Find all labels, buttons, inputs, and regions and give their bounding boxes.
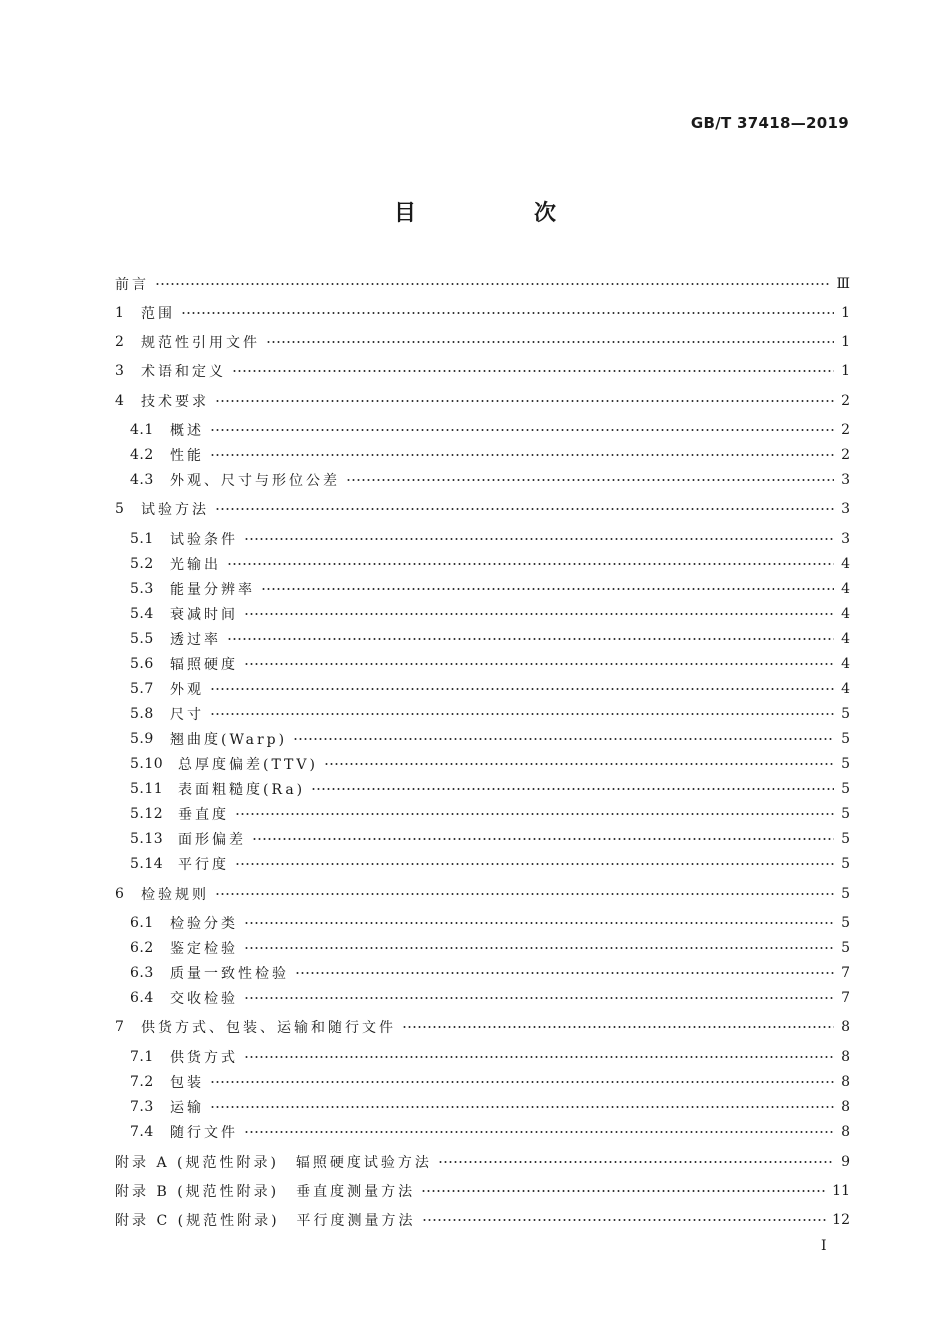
dot-leader — [244, 613, 834, 615]
toc-entry-number: 5.3 — [130, 581, 154, 597]
toc-entry-page: 8 — [841, 1099, 850, 1115]
toc-entry[interactable] — [115, 302, 850, 324]
toc-entry-number: 6.3 — [130, 965, 154, 981]
dot-leader — [252, 838, 834, 840]
toc-entry[interactable] — [130, 469, 850, 491]
toc-entry-title: 术语和定义 — [141, 364, 226, 380]
toc-entry[interactable] — [115, 1180, 850, 1202]
toc-entry[interactable] — [130, 1071, 850, 1093]
dot-leader — [232, 370, 834, 372]
toc-entry-number: 6.2 — [130, 940, 154, 956]
toc-entry-page: 2 — [841, 393, 850, 409]
toc-entry-page: 1 — [841, 334, 850, 350]
toc-entry[interactable] — [130, 1121, 850, 1143]
dot-leader — [244, 1131, 834, 1133]
toc-entry[interactable] — [130, 912, 850, 934]
toc-entry[interactable] — [130, 678, 850, 700]
toc-entry-title: 检验规则 — [141, 887, 209, 903]
dot-leader — [295, 972, 834, 974]
toc-entry-title: 技术要求 — [141, 394, 209, 410]
toc-entry-number: 6.4 — [130, 990, 154, 1006]
toc-entry-page: 3 — [841, 472, 850, 488]
toc-entry[interactable] — [115, 1209, 850, 1231]
toc-entry[interactable] — [115, 498, 850, 520]
toc-entry[interactable] — [130, 828, 850, 850]
toc-entry-page: 1 — [841, 305, 850, 321]
toc-entry-title: 翘曲度(Warp) — [170, 732, 288, 748]
toc-entry-title: 附录 C (规范性附录) 平行度测量方法 — [115, 1213, 416, 1229]
toc-entry-page: 5 — [841, 831, 850, 847]
toc-entry-page: 5 — [841, 856, 850, 872]
toc-entry-number: 2 — [115, 334, 125, 350]
toc-entry[interactable] — [130, 803, 850, 825]
toc-entry[interactable] — [115, 273, 850, 295]
toc-entry-title: 辐照硬度 — [170, 657, 238, 673]
toc-entry[interactable] — [130, 987, 850, 1009]
toc-entry-title: 随行文件 — [170, 1125, 238, 1141]
toc-entry[interactable] — [130, 628, 850, 650]
dot-leader — [261, 588, 834, 590]
toc-entry-number: 6.1 — [130, 915, 154, 931]
toc-entry-number: 7.3 — [130, 1099, 154, 1115]
dot-leader — [244, 663, 834, 665]
toc-entry-number: 4.1 — [130, 422, 154, 438]
toc-entry-title: 面形偏差 — [178, 832, 246, 848]
toc-entry[interactable] — [130, 653, 850, 675]
dot-leader — [210, 429, 834, 431]
toc-entry-page: 9 — [841, 1154, 850, 1170]
toc-entry-title: 试验条件 — [170, 532, 238, 548]
toc-entry-number: 5.10 — [130, 756, 164, 772]
toc-entry-number: 5.1 — [130, 531, 154, 547]
toc-entry-number: 5.2 — [130, 556, 154, 572]
toc-entry-number: 5.11 — [130, 781, 164, 797]
toc-entry[interactable] — [130, 753, 850, 775]
toc-entry[interactable] — [130, 528, 850, 550]
toc-entry-title: 交收检验 — [170, 991, 238, 1007]
dot-leader — [210, 688, 834, 690]
toc-entry-number: 7 — [115, 1019, 125, 1035]
toc-entry-number: 1 — [115, 305, 125, 321]
toc-entry-title: 外观 — [170, 682, 204, 698]
toc-entry-page: 5 — [841, 886, 850, 902]
toc-entry-page: 5 — [841, 706, 850, 722]
toc-entry-title: 透过率 — [170, 632, 221, 648]
toc-entry-title: 运输 — [170, 1100, 204, 1116]
toc-entry-title: 尺寸 — [170, 707, 204, 723]
dot-leader — [293, 738, 834, 740]
toc-entry-number: 5.5 — [130, 631, 154, 647]
toc-entry[interactable] — [130, 853, 850, 875]
toc-entry-page: 5 — [841, 731, 850, 747]
toc-entry[interactable] — [130, 703, 850, 725]
toc-entry-number: 7.2 — [130, 1074, 154, 1090]
dot-leader — [266, 341, 834, 343]
toc-entry-page: 5 — [841, 756, 850, 772]
toc-entry-page: 2 — [841, 447, 850, 463]
toc-entry-page: 5 — [841, 806, 850, 822]
toc-entry-title: 光输出 — [170, 557, 221, 573]
dot-leader — [311, 788, 834, 790]
dot-leader — [235, 863, 834, 865]
toc-entry[interactable] — [130, 444, 850, 466]
toc-entry-page: 4 — [841, 681, 850, 697]
dot-leader — [210, 1081, 834, 1083]
toc-entry[interactable] — [115, 390, 850, 412]
toc-entry[interactable] — [115, 331, 850, 353]
toc-entry-title: 总厚度偏差(TTV) — [178, 757, 318, 773]
toc-entry-title: 范围 — [141, 306, 175, 322]
toc-entry-number: 5.6 — [130, 656, 154, 672]
toc-entry-page: 4 — [841, 631, 850, 647]
dot-leader — [235, 813, 834, 815]
toc-entry-page: 8 — [841, 1049, 850, 1065]
toc-entry-number: 5 — [115, 501, 125, 517]
dot-leader — [244, 947, 834, 949]
toc-entry-page: 5 — [841, 781, 850, 797]
toc-entry[interactable] — [115, 883, 850, 905]
toc-entry[interactable] — [115, 1016, 850, 1038]
toc-entry-page: 8 — [841, 1074, 850, 1090]
toc-entry-page: 11 — [832, 1183, 850, 1199]
toc-entry-title: 外观、尺寸与形位公差 — [170, 473, 340, 489]
dot-leader — [181, 312, 834, 314]
dot-leader — [438, 1161, 834, 1163]
toc-entry-page: 7 — [841, 990, 850, 1006]
toc-entry-title: 试验方法 — [141, 502, 209, 518]
toc-entry-page: 4 — [841, 656, 850, 672]
toc-entry-title: 供货方式 — [170, 1050, 238, 1066]
toc-entry[interactable] — [130, 419, 850, 441]
toc-entry-number: 4.3 — [130, 472, 154, 488]
standard-code: GB/T 37418—2019 — [690, 114, 849, 132]
toc-entry-page: 5 — [841, 940, 850, 956]
toc-entry-title: 检验分类 — [170, 916, 238, 932]
toc-entry[interactable] — [130, 603, 850, 625]
toc-entry-page: 4 — [841, 581, 850, 597]
dot-leader — [346, 479, 834, 481]
dot-leader — [324, 763, 834, 765]
toc-entry[interactable] — [130, 778, 850, 800]
toc-entry[interactable] — [130, 962, 850, 984]
toc-entry-page: 5 — [841, 915, 850, 931]
toc-entry-title: 表面粗糙度(Ra) — [178, 782, 306, 798]
toc-entry-title: 垂直度 — [178, 807, 229, 823]
toc-entry-page: 4 — [841, 556, 850, 572]
toc-entry[interactable] — [130, 728, 850, 750]
toc-entry-title: 平行度 — [178, 857, 229, 873]
toc-entry-number: 5.7 — [130, 681, 154, 697]
dot-leader — [227, 563, 834, 565]
toc-entry-number: 5.9 — [130, 731, 154, 747]
dot-leader — [244, 997, 834, 999]
toc-entry-title: 供货方式、包装、运输和随行文件 — [141, 1020, 396, 1036]
dot-leader — [402, 1026, 834, 1028]
toc-entry-number: 4.2 — [130, 447, 154, 463]
page-title: 目 次 — [393, 201, 604, 226]
toc-entry[interactable] — [115, 360, 850, 382]
dot-leader — [244, 538, 834, 540]
dot-leader — [155, 283, 830, 285]
toc-entry-page: 12 — [832, 1212, 850, 1228]
toc-entry-title: 性能 — [170, 448, 204, 464]
toc-entry-page: 7 — [841, 965, 850, 981]
toc-entry-page: 1 — [841, 363, 850, 379]
toc-entry-number: 5.13 — [130, 831, 164, 847]
dot-leader — [227, 638, 834, 640]
toc-entry[interactable] — [130, 578, 850, 600]
dot-leader — [215, 893, 834, 895]
toc-entry-number: 3 — [115, 363, 125, 379]
toc-entry-title: 质量一致性检验 — [170, 966, 289, 982]
toc-entry-number: 6 — [115, 886, 125, 902]
toc-entry[interactable] — [130, 1046, 850, 1068]
toc-entry-number: 5.12 — [130, 806, 164, 822]
dot-leader — [210, 1106, 834, 1108]
page-number: I — [821, 1238, 827, 1254]
toc-entry-title: 能量分辨率 — [170, 582, 255, 598]
toc-entry-page: 8 — [841, 1019, 850, 1035]
toc-entry-title: 衰减时间 — [170, 607, 238, 623]
toc-entry[interactable] — [130, 937, 850, 959]
toc-entry-page: 8 — [841, 1124, 850, 1140]
toc-entry-title: 前言 — [115, 277, 149, 293]
toc-entry-page: Ⅲ — [836, 276, 850, 292]
toc-entry-number: 5.4 — [130, 606, 154, 622]
toc-entry-title: 附录 B (规范性附录) 垂直度测量方法 — [115, 1184, 416, 1200]
toc-entry-title: 附录 A (规范性附录) 辐照硬度试验方法 — [115, 1155, 432, 1171]
dot-leader — [244, 922, 834, 924]
toc-entry[interactable] — [130, 553, 850, 575]
dot-leader — [210, 454, 834, 456]
toc-entry-title: 概述 — [170, 423, 204, 439]
dot-leader — [244, 1056, 834, 1058]
toc-entry-page: 4 — [841, 606, 850, 622]
dot-leader — [422, 1219, 827, 1221]
toc-entry[interactable] — [115, 1151, 850, 1173]
toc-entry-number: 5.8 — [130, 706, 154, 722]
toc-entry-title: 包装 — [170, 1075, 204, 1091]
dot-leader — [215, 400, 834, 402]
dot-leader — [215, 508, 834, 510]
toc-entry-page: 3 — [841, 501, 850, 517]
toc-entry-title: 鉴定检验 — [170, 941, 238, 957]
toc-entry-number: 5.14 — [130, 856, 164, 872]
toc-entry[interactable] — [130, 1096, 850, 1118]
dot-leader — [210, 713, 834, 715]
toc-entry-title: 规范性引用文件 — [141, 335, 260, 351]
dot-leader — [421, 1190, 826, 1192]
toc-entry-page: 2 — [841, 422, 850, 438]
toc-entry-number: 7.4 — [130, 1124, 154, 1140]
toc-entry-number: 4 — [115, 393, 125, 409]
toc-entry-number: 7.1 — [130, 1049, 154, 1065]
toc-entry-page: 3 — [841, 531, 850, 547]
